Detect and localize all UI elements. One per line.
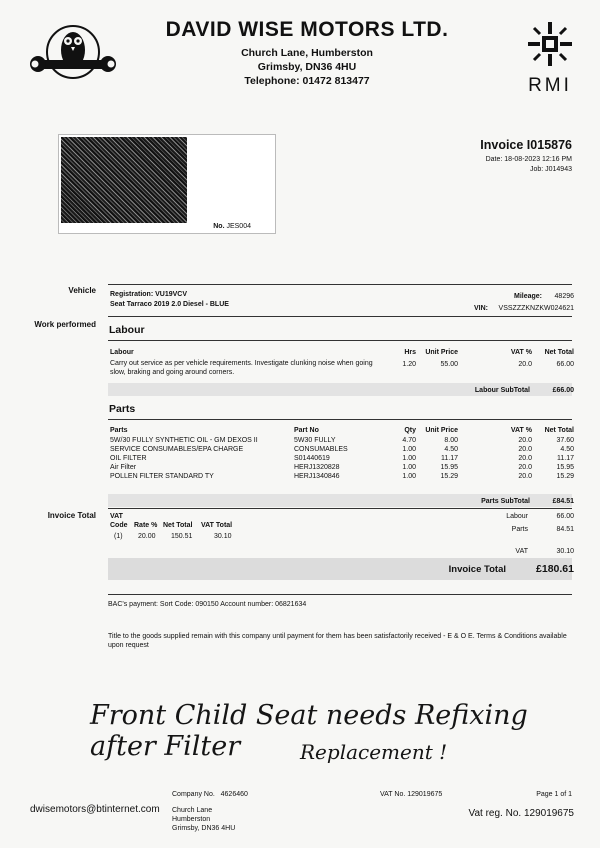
handwritten-note-line-2: Replacement ! bbox=[300, 740, 448, 764]
rmi-text: RMI bbox=[528, 75, 572, 96]
vin-value: VSSZZZKNZKW024621 bbox=[498, 305, 574, 312]
part-vat: 20.0 bbox=[518, 473, 532, 480]
table-row bbox=[0, 454, 600, 463]
labour-desc-line2: slow, braking and going around corners. bbox=[110, 369, 235, 376]
company-address-1: Church Lane, Humberston bbox=[241, 47, 373, 59]
part-net: 37.60 bbox=[556, 437, 574, 444]
part-unit: 8.00 bbox=[444, 437, 458, 444]
part-unit: 15.29 bbox=[440, 473, 458, 480]
totals-bottom-rule bbox=[108, 594, 572, 595]
footer-email: dwisemotors@btinternet.com bbox=[30, 804, 160, 815]
part-qty: 1.00 bbox=[402, 464, 416, 471]
summary-vat: 30.10 bbox=[556, 548, 574, 555]
part-net: 15.95 bbox=[556, 464, 574, 471]
vin-label: VIN: bbox=[474, 305, 488, 312]
summary-labour-label: Labour bbox=[506, 513, 528, 520]
parts-col-unit: Unit Price bbox=[425, 427, 458, 434]
part-number: HERJ1340846 bbox=[294, 473, 340, 480]
parts-subtotal: £84.51 bbox=[552, 498, 574, 505]
part-number: HERJ1320828 bbox=[294, 464, 340, 471]
vehicle-top-rule bbox=[108, 284, 572, 285]
rmi-logo bbox=[520, 22, 580, 97]
terms-line-1: Title to the goods supplied remain with this company until payment for them has been satisfactorily received - E & O E. Terms & Conditions available bbox=[108, 633, 567, 640]
part-vat: 20.0 bbox=[518, 464, 532, 471]
part-number: CONSUMABLES bbox=[294, 446, 348, 453]
footer-company-no: Company No. 4626460 bbox=[172, 791, 248, 798]
footer-vat-no: VAT No. 129019675 bbox=[380, 791, 443, 798]
footer-addr-2: Humberston bbox=[172, 816, 211, 823]
summary-labour: 66.00 bbox=[556, 513, 574, 520]
labour-heading: Labour bbox=[109, 324, 145, 336]
invoice-total-section-label: Invoice Total bbox=[47, 511, 96, 520]
vat-col-vat: VAT Total bbox=[201, 522, 233, 529]
vat-rate: 20.00 bbox=[138, 533, 156, 540]
part-desc: POLLEN FILTER STANDARD TY bbox=[110, 473, 214, 480]
summary-parts-label: Parts bbox=[511, 526, 528, 533]
labour-rule bbox=[108, 340, 572, 341]
part-desc: Air Filter bbox=[110, 464, 137, 471]
part-unit: 15.95 bbox=[440, 464, 458, 471]
footer-page: Page 1 of 1 bbox=[536, 791, 572, 798]
invoice-job: Job: J014943 bbox=[529, 166, 572, 173]
parts-rule bbox=[108, 419, 572, 420]
vat-code-label-2: Code bbox=[110, 522, 128, 529]
parts-col-partno: Part No bbox=[294, 427, 319, 434]
vat-col-rate: Rate % bbox=[134, 522, 158, 529]
vehicle-label: Vehicle bbox=[68, 286, 96, 295]
labour-col-desc: Labour bbox=[110, 349, 134, 356]
payment-details: BAC's payment: Sort Code: 090150 Account number: 06821634 bbox=[108, 601, 307, 608]
customer-address-box bbox=[58, 134, 276, 234]
mileage-label: Mileage: bbox=[514, 293, 543, 300]
part-qty: 4.70 bbox=[402, 437, 416, 444]
part-vat: 20.0 bbox=[518, 455, 532, 462]
table-row bbox=[0, 463, 600, 472]
parts-subtotal-label: Parts SubTotal bbox=[481, 498, 530, 505]
footer-addr-1: Church Lane bbox=[172, 807, 213, 814]
invoice-meta bbox=[486, 155, 572, 175]
vehicle-description: Seat Tarraco 2019 2.0 Diesel - BLUE bbox=[110, 301, 229, 308]
labour-col-unit: Unit Price bbox=[425, 349, 458, 356]
part-net: 4.50 bbox=[560, 446, 574, 453]
footer-vat-reg: Vat reg. No. 129019675 bbox=[468, 808, 574, 819]
table-row bbox=[0, 436, 600, 445]
parts-col-net: Net Total bbox=[544, 427, 574, 434]
part-net: 11.17 bbox=[557, 455, 574, 462]
vat-net: 150.51 bbox=[171, 533, 193, 540]
labour-net: 66.00 bbox=[556, 361, 574, 368]
vat-col-net: Net Total bbox=[163, 522, 193, 529]
invoice-total-label: Invoice Total bbox=[448, 564, 506, 575]
part-qty: 1.00 bbox=[402, 446, 416, 453]
part-number: S01440619 bbox=[294, 455, 330, 462]
part-qty: 1.00 bbox=[402, 455, 416, 462]
company-header bbox=[0, 18, 600, 88]
company-telephone: Telephone: 01472 813477 bbox=[244, 75, 370, 87]
summary-vat-label: VAT bbox=[515, 548, 528, 555]
company-name: DAVID WISE MOTORS LTD. bbox=[165, 18, 449, 41]
labour-hrs: 1.20 bbox=[402, 361, 416, 368]
part-net: 15.29 bbox=[556, 473, 574, 480]
part-desc: 5W/30 FULLY SYNTHETIC OIL - GM DEXOS II bbox=[110, 437, 258, 444]
company-address-2: Grimsby, DN36 4HU bbox=[257, 61, 357, 73]
labour-col-net: Net Total bbox=[544, 349, 574, 356]
parts-heading: Parts bbox=[109, 403, 136, 415]
labour-unit: 55.00 bbox=[440, 361, 458, 368]
vat-code-label-1: VAT bbox=[110, 513, 123, 520]
redacted-address bbox=[61, 137, 187, 223]
vehicle-registration: Registration: VU19VCV bbox=[110, 291, 188, 298]
labour-subtotal-label: Labour SubTotal bbox=[474, 387, 530, 394]
table-row bbox=[0, 445, 600, 454]
vehicle-bottom-rule bbox=[108, 316, 572, 317]
footer-addr-3: Grimsby, DN36 4HU bbox=[172, 825, 236, 832]
parts-rows bbox=[0, 436, 600, 481]
terms-line-2: upon request bbox=[108, 642, 149, 649]
invoice-date: Date: 18-08-2023 12:16 PM bbox=[485, 156, 572, 163]
table-row bbox=[0, 472, 600, 481]
labour-col-vat: VAT % bbox=[510, 349, 532, 356]
part-unit: 4.50 bbox=[444, 446, 458, 453]
part-unit: 11.17 bbox=[441, 455, 458, 462]
customer-number: No. JES004 bbox=[213, 223, 251, 230]
totals-top-rule bbox=[108, 508, 572, 509]
vat-code: (1) bbox=[114, 533, 123, 540]
summary-parts: 84.51 bbox=[556, 526, 574, 533]
part-desc: OIL FILTER bbox=[110, 455, 147, 462]
labour-subtotal: £66.00 bbox=[552, 387, 574, 394]
mileage-value: 48296 bbox=[554, 293, 574, 300]
parts-col-vat: VAT % bbox=[510, 427, 532, 434]
labour-col-hrs: Hrs bbox=[404, 349, 416, 356]
handwritten-note-line-1: Front Child Seat needs Refixing after Filter bbox=[90, 700, 528, 762]
parts-col-qty: Qty bbox=[404, 427, 416, 434]
part-desc: SERVICE CONSUMABLES/EPA CHARGE bbox=[110, 446, 244, 453]
labour-desc-line1: Carry out service as per vehicle requirements. Investigate clunking noise when going bbox=[110, 360, 373, 367]
part-number: 5W30 FULLY bbox=[294, 437, 336, 444]
rmi-emblem-icon bbox=[524, 22, 576, 68]
parts-col-desc: Parts bbox=[110, 427, 128, 434]
labour-vat: 20.0 bbox=[518, 361, 532, 368]
invoice-total-amount: £180.61 bbox=[536, 563, 574, 575]
work-performed-label: Work performed bbox=[34, 320, 96, 329]
vat-total: 30.10 bbox=[214, 533, 232, 540]
part-vat: 20.0 bbox=[518, 437, 532, 444]
part-qty: 1.00 bbox=[402, 473, 416, 480]
part-vat: 20.0 bbox=[518, 446, 532, 453]
invoice-title: Invoice I015876 bbox=[480, 138, 572, 152]
